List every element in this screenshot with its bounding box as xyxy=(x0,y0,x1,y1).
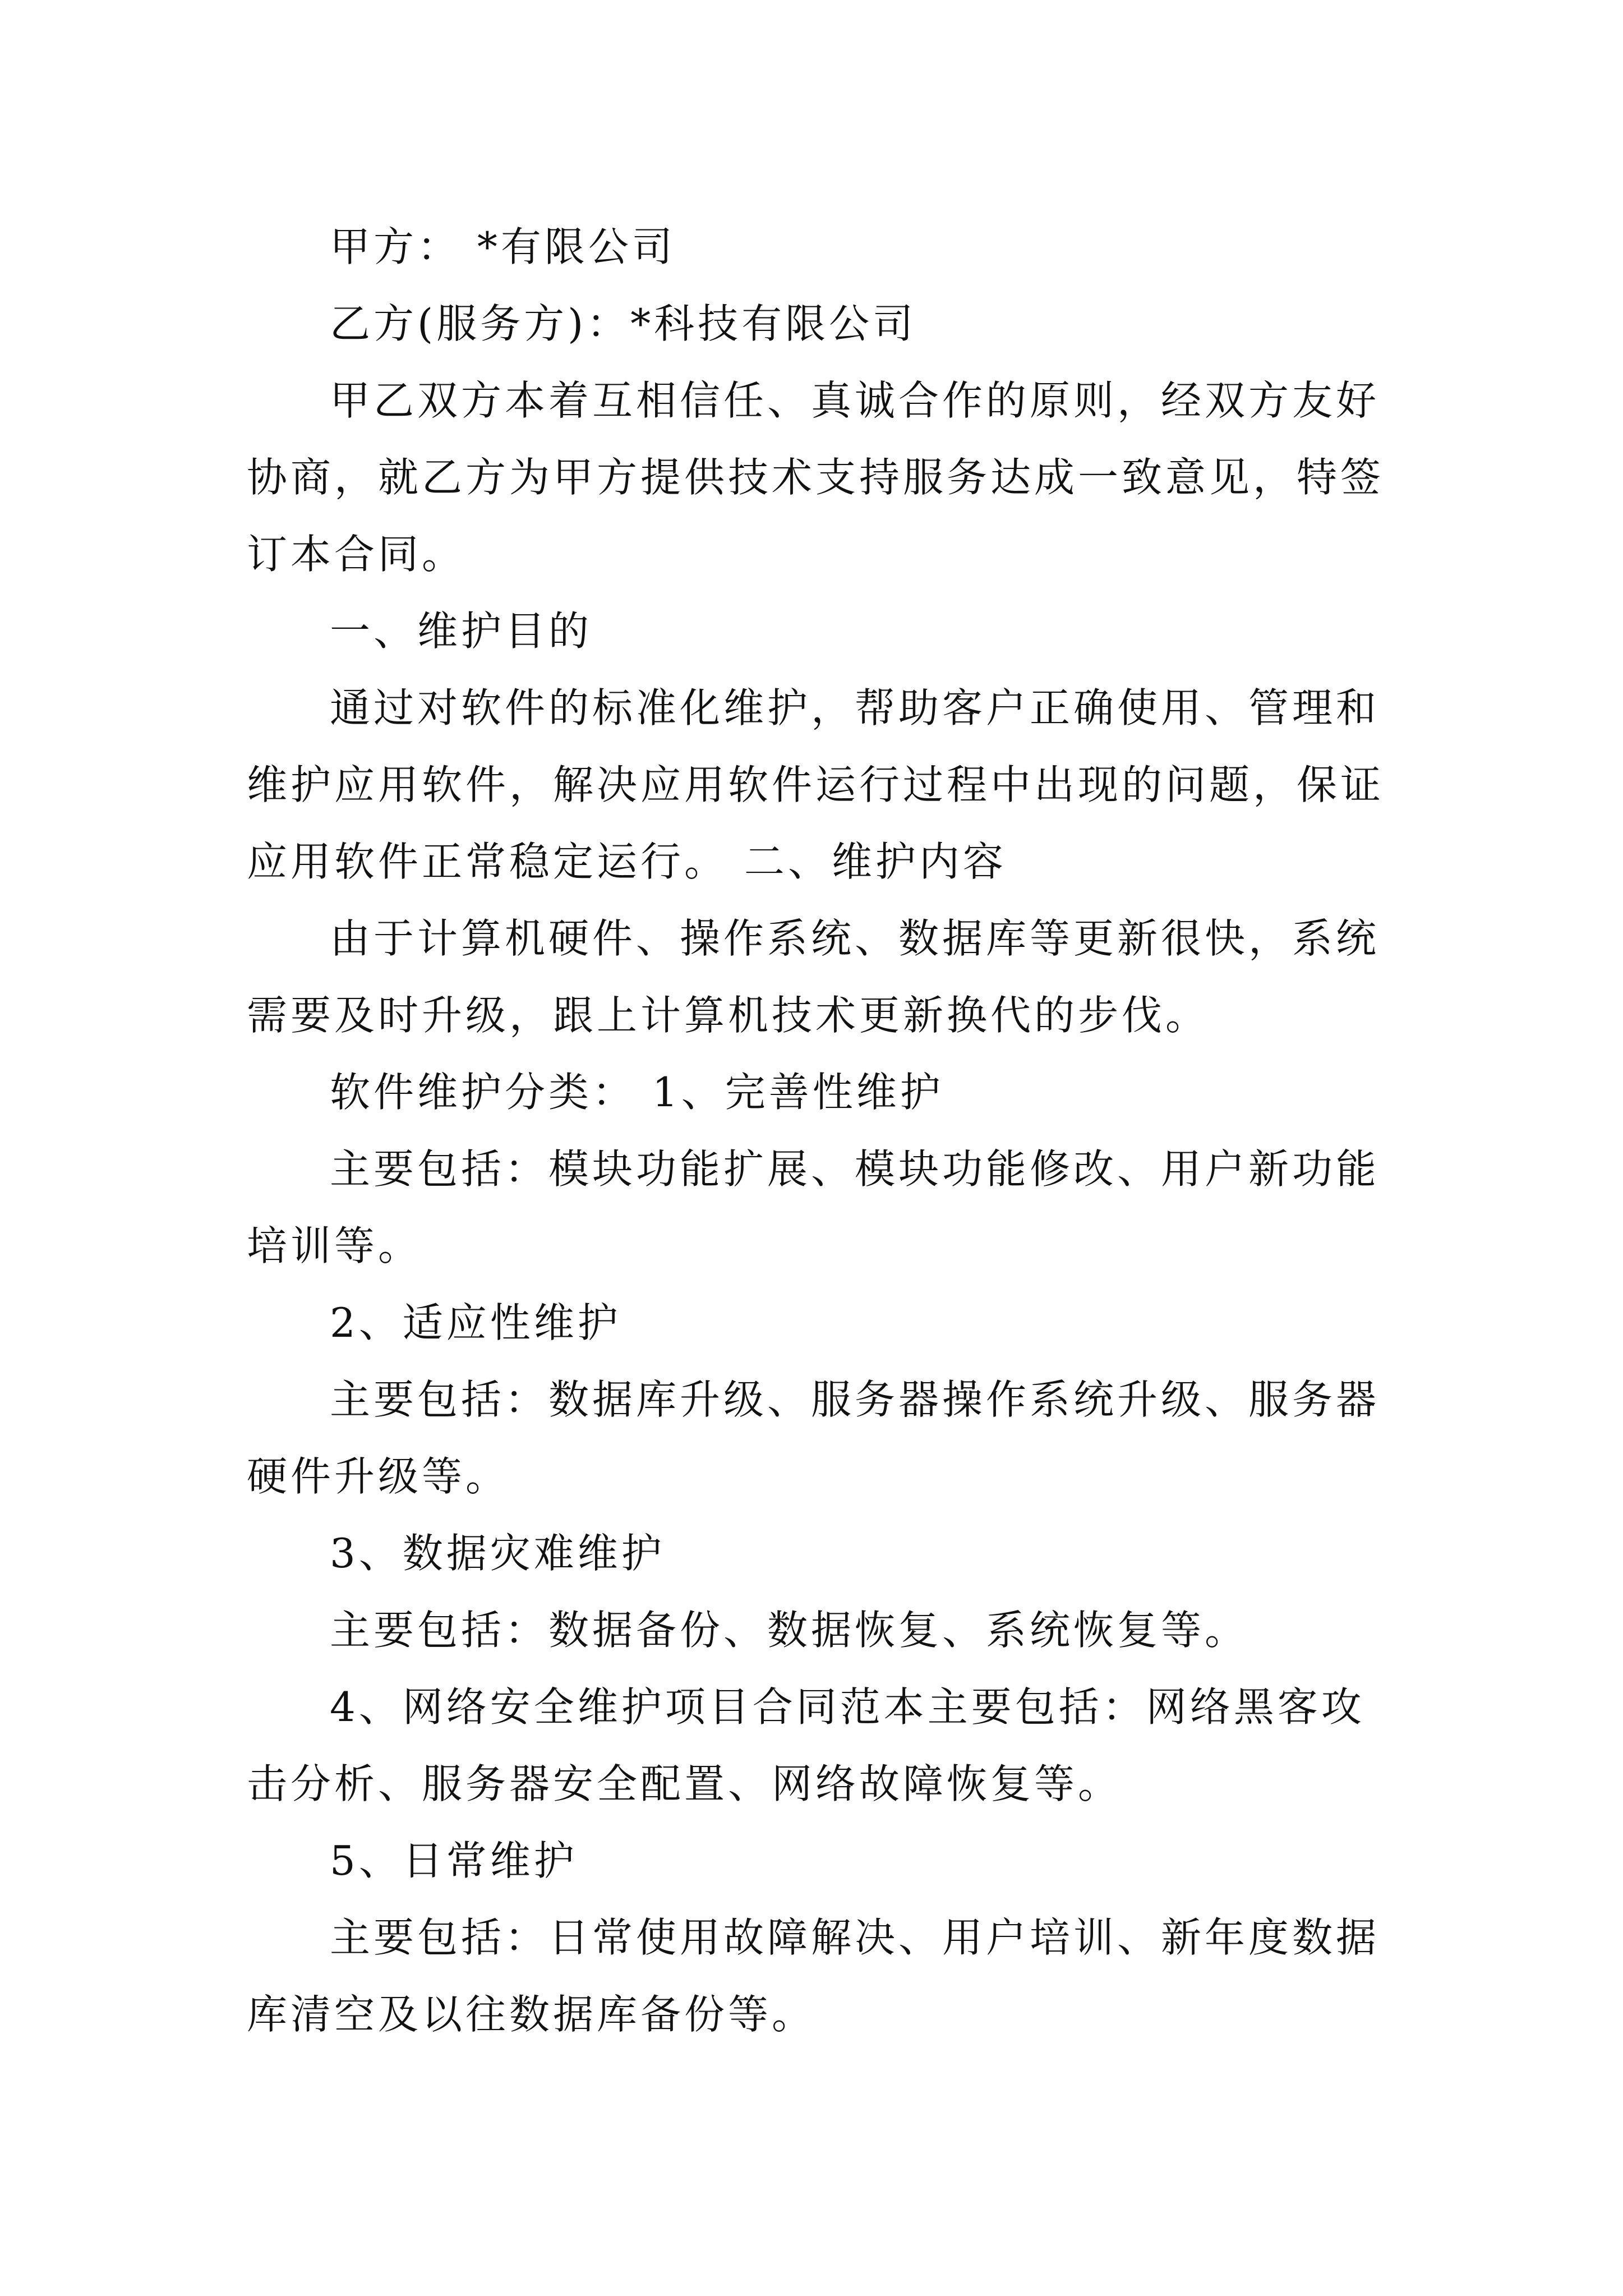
category-2-heading: 2、适应性维护 xyxy=(330,1299,621,1346)
category-2-detail: 主要包括：数据库升级、服务器操作系统升级、服务器硬件升级等。 xyxy=(247,1376,1380,1500)
contract-body xyxy=(247,209,1385,2053)
category-5-detail: 主要包括：日常使用故障解决、用户培训、新年度数据库清空及以往数据库备份等。 xyxy=(247,1914,1380,2038)
content-intro-paragraph: 由于计算机硬件、操作系统、数据库等更新很快，系统需要及时升级，跟上计算机技术更新换代的步伐。 xyxy=(247,915,1380,1039)
purpose-paragraph: 通过对软件的标准化维护，帮助客户正确使用、管理和维护应用软件，解决应用软件运行过程中出现的问题，保证应用软件正常稳定运行。 二、维护内容 xyxy=(247,684,1385,885)
category-3-heading: 3、数据灾难维护 xyxy=(330,1530,665,1577)
category-4-paragraph: 4、网络安全维护项目合同范本主要包括：网络黑客攻击分析、服务器安全配置、网络故障恢复等。 xyxy=(247,1683,1365,1807)
category-3-detail: 主要包括：数据备份、数据恢复、系统恢复等。 xyxy=(330,1607,1249,1654)
category-1-detail: 主要包括：模块功能扩展、模块功能修改、用户新功能培训等。 xyxy=(247,1145,1380,1269)
party-a-line: 甲方： *有限公司 xyxy=(330,223,676,270)
maintenance-category-line: 软件维护分类： 1、完善性维护 xyxy=(330,1069,944,1116)
section-heading-purpose: 一、维护目的 xyxy=(330,608,593,655)
party-b-line: 乙方(服务方)：*科技有限公司 xyxy=(330,300,917,347)
preamble-paragraph: 甲乙双方本着互相信任、真诚合作的原则，经双方友好协商，就乙方为甲方提供技术支持服务达成一致意见，特签订本合同。 xyxy=(247,377,1385,578)
category-5-heading: 5、日常维护 xyxy=(330,1837,578,1884)
